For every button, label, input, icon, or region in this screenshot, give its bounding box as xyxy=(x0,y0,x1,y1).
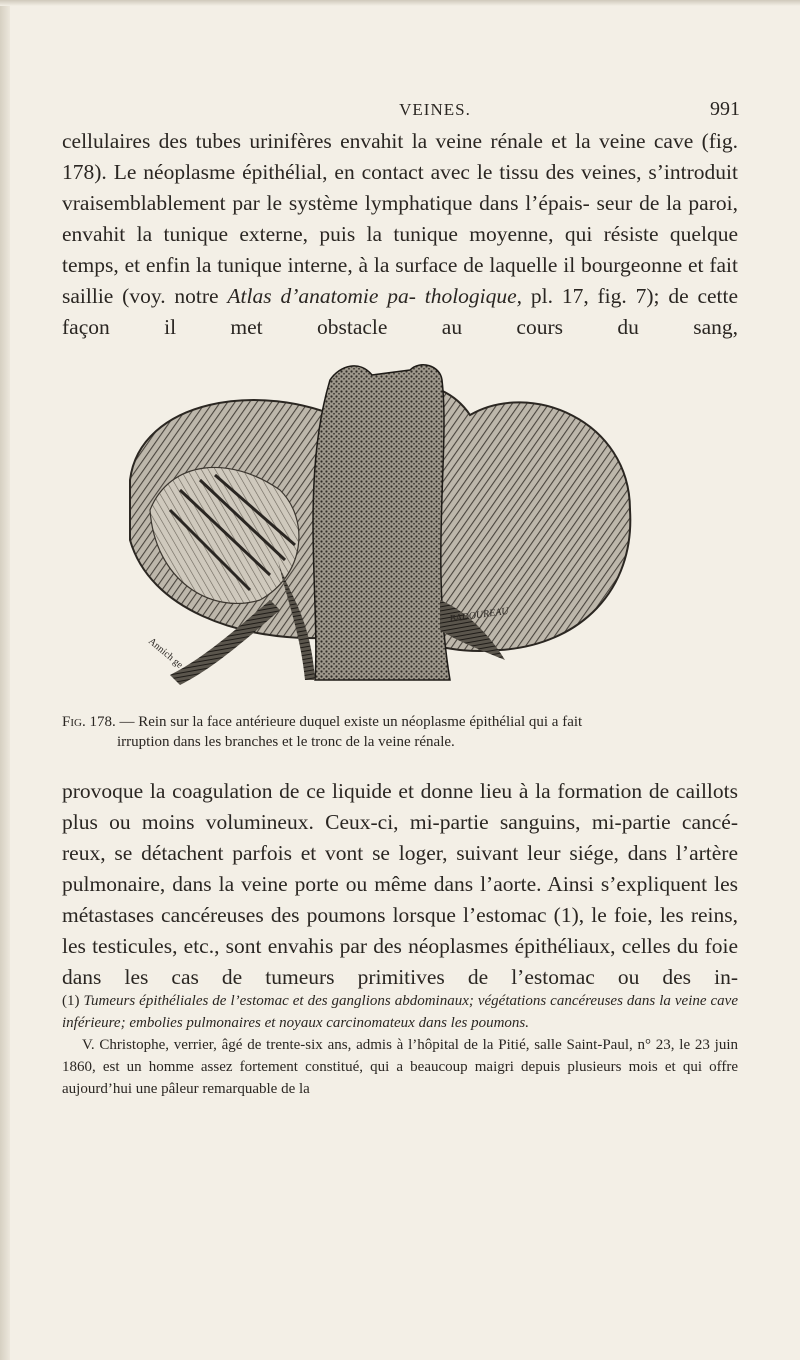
footnote-body: V. Christophe, verrier, âgé de trente-six ans, admis à l’hôpital de la Pitié, salle Saint-Paul, n° 23, le 23 juin 1860, est un homme assez fortement constitué, qui a beaucoup maigri depuis plusieurs mois et qui offre aujourd’hui une pâleur remarquable de la xyxy=(62,1037,738,1097)
caption-text-cont: irruption dans les branches et le tronc de la veine rénale. xyxy=(117,734,455,750)
text-line: provoque la coagulation de ce liquide et donne lieu à la formation de caillots xyxy=(62,779,738,803)
kidney-engraving xyxy=(110,360,670,685)
text-line: qui résiste quelque temps, et enfin la tunique interne, à la surface de xyxy=(62,222,738,277)
body-paragraph-1 xyxy=(62,126,738,343)
figure-label: Fig. 178. xyxy=(62,714,116,730)
figure-caption xyxy=(62,712,738,752)
page-header xyxy=(130,100,740,124)
text-line: s’introduit vraisemblablement par le système lymphatique dans l’épais- xyxy=(62,160,738,215)
body-paragraph-2 xyxy=(62,776,738,993)
page-top-shadow xyxy=(0,0,800,6)
atlas-title: Atlas d’anatomie pa- xyxy=(227,284,416,308)
text-line: reux, se détachent parfois et vont se loger, suivant leur siége, dans l’artère xyxy=(62,841,738,865)
text-line: seur de la paroi, envahit la tunique externe, puis la tunique moyenne, xyxy=(62,191,738,246)
footnote-marker: (1) xyxy=(62,993,80,1009)
text-line: celles du foie dans les cas de tumeurs primitives de l’estomac ou des in- xyxy=(62,934,739,989)
page-number: 991 xyxy=(710,98,740,120)
footnotes xyxy=(62,990,738,1100)
footnote-title xyxy=(62,990,738,1034)
text-line: laquelle il bourgeonne et fait saillie (voy. notre xyxy=(62,253,738,308)
renal-vein-trunk xyxy=(313,365,450,680)
text-line: pl. 17, fig. 7); de cette façon il met obstacle au cours du sang, xyxy=(62,284,739,339)
atlas-title-cont: thologique, xyxy=(424,284,523,308)
text-line: (fig. 178). Le néoplasme épithélial, en contact avec le tissu des veines, xyxy=(62,129,739,184)
text-line: pulmonaire, dans la veine porte ou même dans l’aorte. Ainsi s’expliquent xyxy=(62,872,708,896)
text-line: les reins, les testicules, etc., sont envahis par des néoplasmes épithéliaux, xyxy=(62,903,738,958)
page-edge-shadow xyxy=(0,0,10,1360)
text-line: les métastases cancéreuses des poumons lorsque l’estomac (1), le foie, xyxy=(62,872,739,927)
engraver-signature-left: Annich ge xyxy=(146,635,185,671)
text-line: plus ou moins volumineux. Ceux-ci, mi-partie sanguins, mi-partie cancé- xyxy=(62,810,738,834)
engraver-signature-right: BADOUREAU xyxy=(448,605,510,625)
running-title: VEINES. xyxy=(399,100,471,119)
kidney-illustration xyxy=(110,360,670,685)
text-line: cellulaires des tubes urinifères envahit la veine rénale et la veine cave xyxy=(62,129,694,153)
caption-text: — Rein sur la face antérieure duquel existe un néoplasme épithélial qui a fait xyxy=(115,714,583,730)
footnote-heading: Tumeurs épithéliales de l’estomac et des ganglions abdominaux; végétations cancéreuses dans la veine cave inférieure; embolies pulmonaires et noyaux carcinomateux dans les poumons. xyxy=(62,993,738,1031)
